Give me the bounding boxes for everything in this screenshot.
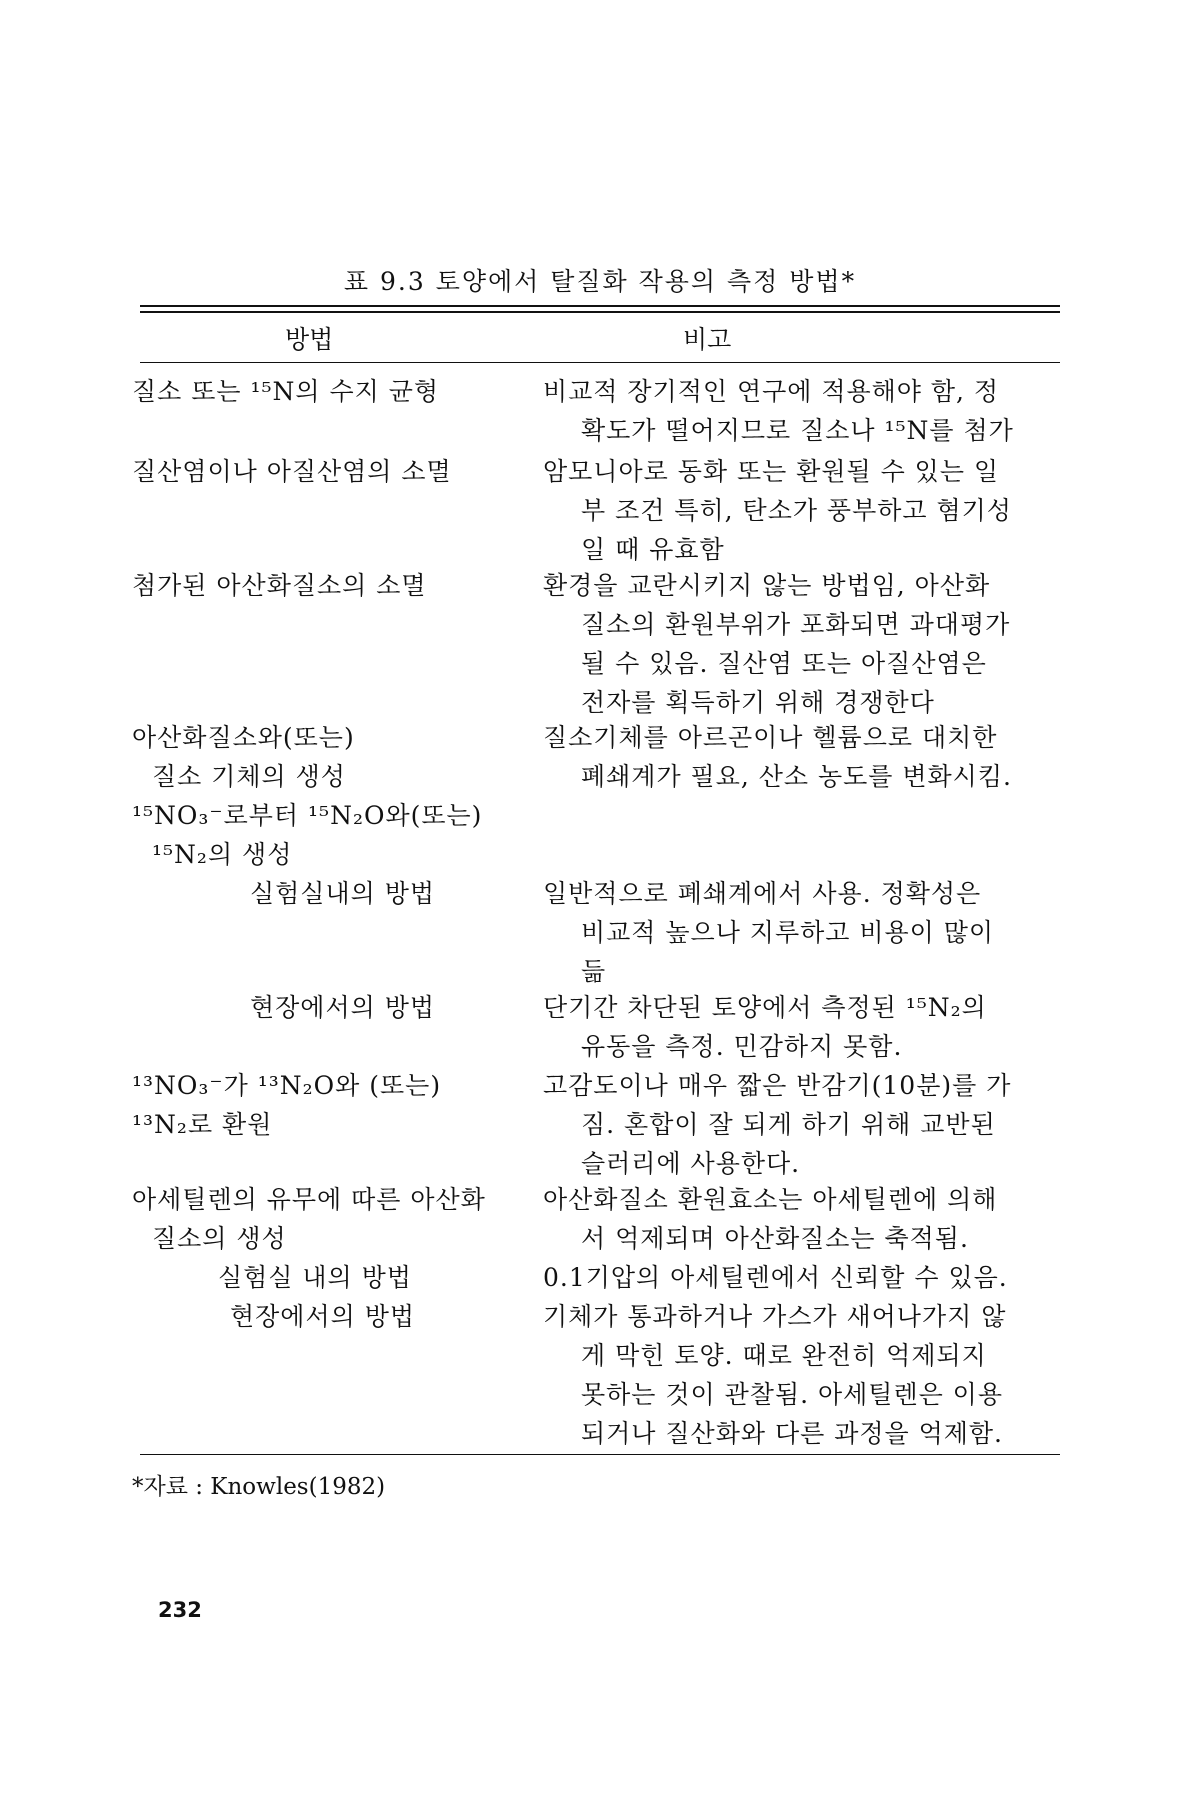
row-4-remark: 질소기체를 아르곤이나 헬륨으로 대치한 폐쇄계가 필요, 산소 농도를 변화시킴.: [543, 723, 1012, 791]
header-remark: 비고: [683, 325, 732, 354]
row-6-remark: 단기간 차단된 토양에서 측정된 ¹⁵N₂의 유동을 측정. 민감하지 못함.: [543, 993, 987, 1061]
row-1-method: 질소 또는 ¹⁵N의 수지 균형: [132, 377, 440, 406]
table-top-rule-2: [140, 311, 1060, 313]
row-7-remark: 고감도이나 매우 짧은 반감기(10분)를 가 짐. 혼합이 잘 되게 하기 위해 교반된 슬러리에 사용한다.: [543, 1071, 1012, 1178]
table-footnote: *자료 : Knowles(1982): [132, 1474, 386, 1500]
row-9-remark: 0.1기압의 아세틸렌에서 신뢰할 수 있음.: [543, 1263, 1008, 1292]
header-method: 방법: [285, 325, 334, 354]
row-10-method: 현장에서의 방법: [230, 1302, 415, 1331]
row-4-method: 아산화질소와(또는) 질소 기체의 생성 ¹⁵NO₃⁻로부터 ¹⁵N₂O와(또는) ¹⁵N₂의 생성: [132, 723, 483, 869]
row-10-remark: 기체가 통과하거나 가스가 새어나가지 않 게 막힌 토양. 때로 완전히 억제되지 못하는 것이 관찰됨. 아세틸렌은 이용 되거나 질산화와 다른 과정을 억제함.: [543, 1302, 1007, 1448]
row-2-remark: 암모니아로 동화 또는 환원될 수 있는 일 부 조건 특히, 탄소가 풍부하고 혐기성 일 때 유효함: [543, 457, 1012, 564]
page-number: 232: [158, 1598, 202, 1622]
row-3-remark: 환경을 교란시키지 않는 방법임, 아산화 질소의 환원부위가 포화되면 과대평가 될 수 있음. 질산염 또는 아질산염은 전자를 획득하기 위해 경쟁한다: [543, 571, 1011, 717]
row-3-method: 첨가된 아산화질소의 소멸: [132, 571, 427, 600]
row-5-remark: 일반적으로 폐쇄계에서 사용. 정확성은 비교적 높으나 지루하고 비용이 많이 듦: [543, 879, 995, 986]
row-8-remark: 아산화질소 환원효소는 아세틸렌에 의해 서 억제되며 아산화질소는 축적됨.: [543, 1185, 998, 1253]
row-7-method: ¹³NO₃⁻가 ¹³N₂O와 (또는) ¹³N₂로 환원: [132, 1071, 442, 1139]
row-5-method: 실험실내의 방법: [250, 879, 435, 908]
header-rule: [140, 362, 1060, 363]
row-9-method: 실험실 내의 방법: [218, 1263, 412, 1292]
table-caption: 표 9.3 토양에서 탈질화 작용의 측정 방법*: [343, 267, 857, 296]
table-top-rule: [140, 305, 1060, 307]
row-1-remark: 비교적 장기적인 연구에 적용해야 함, 정 확도가 떨어지므로 질소나 ¹⁵N를 첨가: [543, 377, 1014, 445]
table-bottom-rule: [140, 1454, 1060, 1455]
row-8-method: 아세틸렌의 유무에 따른 아산화 질소의 생성: [132, 1185, 486, 1253]
row-6-method: 현장에서의 방법: [250, 993, 435, 1022]
row-2-method: 질산염이나 아질산염의 소멸: [132, 457, 452, 486]
